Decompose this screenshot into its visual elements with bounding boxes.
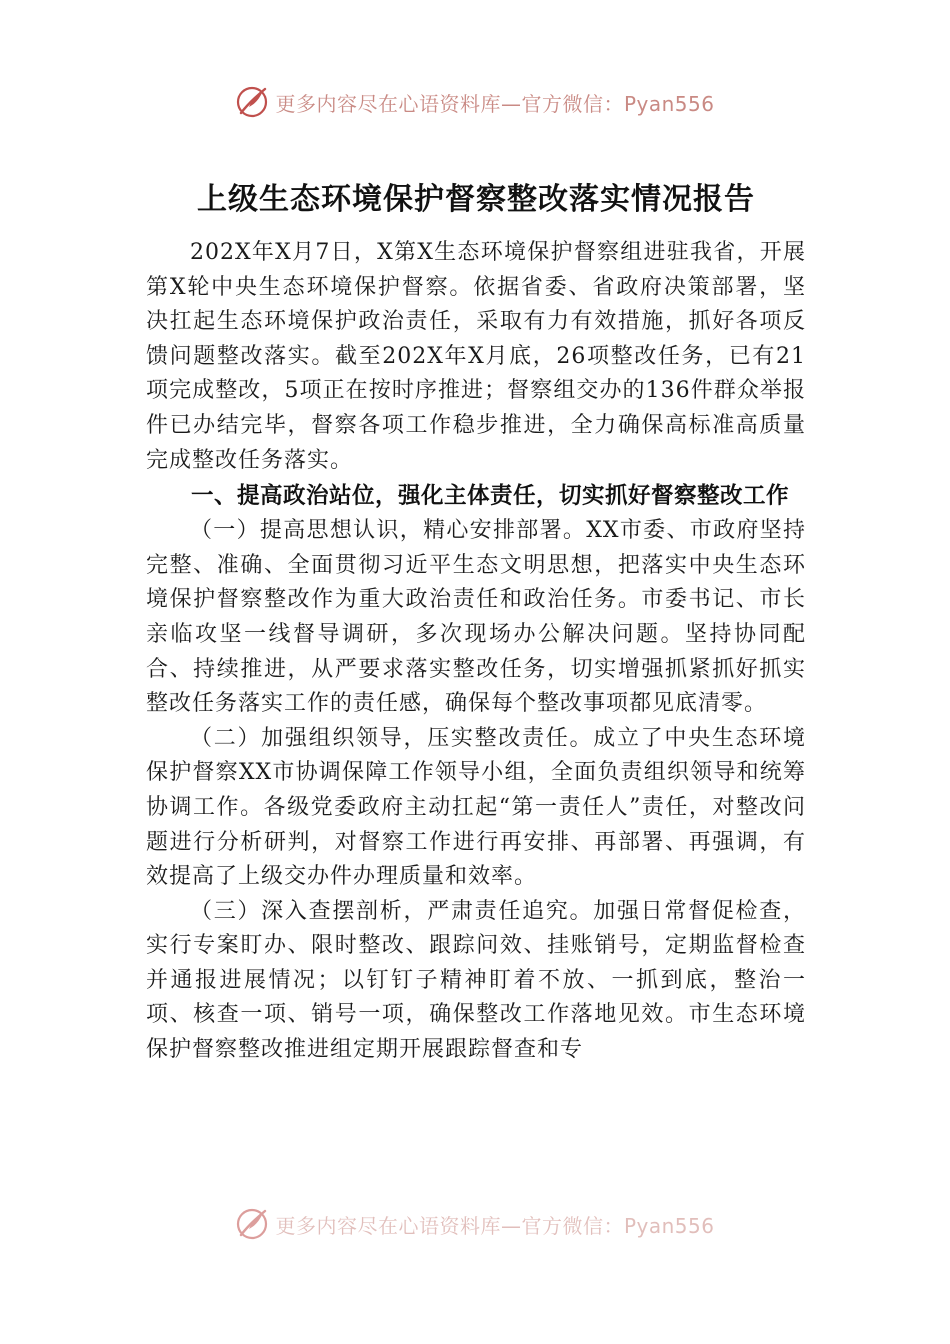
subsection-lead: （二）加强组织领导，压实整改责任。: [190, 725, 594, 751]
document-title: 上级生态环境保护督察整改落实情况报告: [197, 182, 755, 217]
header-watermark: [0, 82, 950, 122]
subsection-lead: （一）提高思想认识，精心安排部署。: [190, 518, 587, 544]
watermark-text: 更多内容尽在心语资料库—官方微信：Pyan556: [275, 1213, 715, 1238]
subsection-body: 加强日常督促检查，实行专案盯办、限时整改、跟踪问效、挂账销号，定期监督检查并通报进展情况；以钉钉子精神盯着不放、一抓到底，整治一项、核查一项、销号一项，确保整改工作落地见效。市生态环境保护督察整改推进组定期开展跟踪督查和专: [146, 898, 806, 1063]
intro-paragraph: 202X年X月7日，X第X生态环境保护督察组进驻我省，开展第X轮中央生态环境保护督察。依据省委、省政府决策部署，坚决扛起生态环境保护政治责任，采取有力有效措施，抓好各项反馈问题整改落实。截至202X年X月底，26项整改任务，已有21项完成整改，5项正在按时序推进；督察组交办的136件群众举报件已办结完毕，督察各项工作稳步推进，全力确保高标准高质量完成整改任务落实。: [146, 240, 806, 473]
footer-watermark: [0, 1204, 950, 1244]
quill-seal-icon: [235, 85, 269, 119]
subsection-body: XX市委、市政府坚持完整、准确、全面贯彻习近平生态文明思想，把落实中央生态环境保护督察整改作为重大政治责任和政治任务。市委书记、市长亲临攻坚一线督导调研，多次现场办公解决问题。坚持协同配合、持续推进，从严要求落实整改任务，切实增强抓紧抓好抓实整改任务落实工作的责任感，确保每个整改事项都见底清零。: [146, 518, 806, 717]
subsection-paragraph: [146, 722, 806, 895]
subsection-body: 成立了中央生态环境保护督察XX市协调保障工作领导小组，全面负责组织领导和统筹协调工作。各级党委政府主动扛起“第一责任人”责任，对整改问题进行分析研判，对督察工作进行再安排、再部署、再强调，有效提高了上级交办件办理质量和效率。: [146, 725, 806, 890]
quill-seal-icon: [235, 1207, 269, 1241]
subsection-paragraph: [146, 895, 806, 1068]
subsection-paragraph: [146, 514, 806, 722]
subsection-lead: （三）深入查摆剖析，严肃责任追究。: [190, 898, 594, 924]
section-heading: 一、提高政治站位，强化主体责任，切实抓好督察整改工作: [191, 483, 790, 510]
document-body: [146, 178, 806, 1068]
watermark-text: 更多内容尽在心语资料库—官方微信：Pyan556: [275, 91, 715, 116]
